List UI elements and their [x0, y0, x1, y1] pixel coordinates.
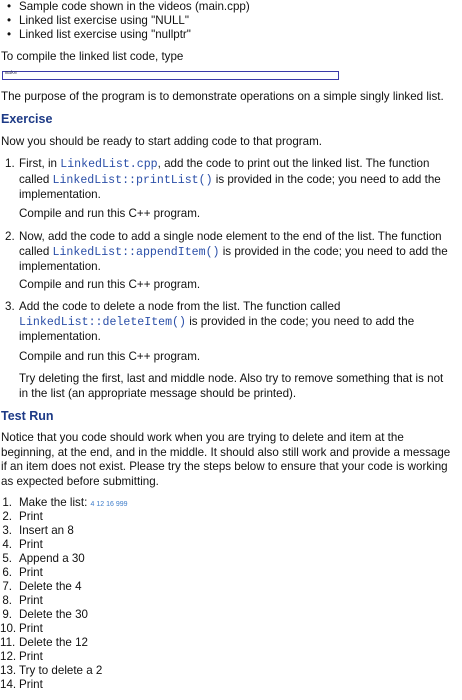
compile-command-box[interactable] [2, 71, 339, 80]
compile-intro: To compile the linked list code, type [1, 50, 184, 63]
list-item: 9. Delete the 30 [2, 608, 88, 621]
bullet-dot-icon: • [7, 14, 12, 27]
list-item: 14. Print [0, 678, 43, 691]
list-item: 6. Print [2, 566, 43, 579]
list-item: 1. Make the list: 4 12 16 999 [2, 496, 128, 509]
list-item: 11. Delete the 12 [0, 636, 88, 649]
list-item: 8. Print [2, 594, 43, 607]
exercise-intro: Now you should be ready to start adding code to that program. [1, 135, 322, 148]
compile-instruction: Compile and run this C++ program. [19, 278, 201, 291]
list-item: 4. Print [2, 538, 43, 551]
bullet-dot-icon: • [7, 0, 12, 13]
list-item: 10. Print [0, 622, 43, 635]
test-run-intro: Notice that you code should work when you are trying to delete and item at the beginning, at the end, and in the middle. It should also still work and provide a message if an item does not exist. Please try the steps below to ensure that your code is working as expected before submitting. [1, 431, 451, 488]
code-function: LinkedList::deleteItem() [19, 315, 186, 329]
test-run-heading: Test Run [1, 409, 54, 423]
list-values-link[interactable]: 4 12 16 999 [90, 501, 128, 508]
purpose-text: The purpose of the program is to demonstrate operations on a simple singly linked list. [1, 90, 444, 103]
list-item: 7. Delete the 4 [2, 580, 82, 593]
list-item: 13. Try to delete a 2 [0, 664, 103, 677]
list-item: 2. Print [2, 510, 43, 523]
code-function: LinkedList::printList() [52, 173, 213, 187]
exercise-heading: Exercise [1, 112, 53, 126]
compile-instruction: Compile and run this C++ program. [19, 207, 201, 220]
try-deleting-note: Try deleting the first, last and middle node. Also try to remove something that is not in the list (an appropriate message should be printed). [19, 372, 444, 400]
compile-instruction: Compile and run this C++ program. [19, 350, 201, 363]
list-item: 3. Insert an 8 [2, 524, 74, 537]
code-filename: LinkedList.cpp [60, 158, 158, 171]
bullet-dot-icon: • [7, 28, 12, 41]
code-function: LinkedList::appendItem() [52, 245, 220, 259]
list-item: 12. Print [0, 650, 43, 663]
list-item: 5. Append a 30 [2, 552, 85, 565]
compile-command: make [5, 70, 18, 76]
